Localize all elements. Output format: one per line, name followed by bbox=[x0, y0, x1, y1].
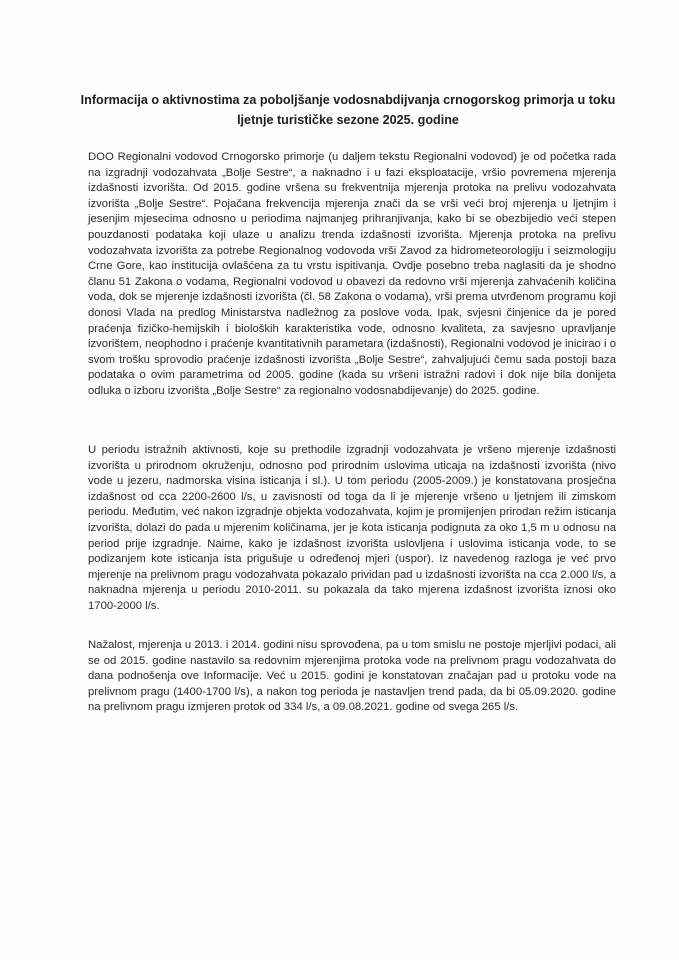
paragraph-measurements-history: DOO Regionalni vodovod Crnogorsko primorje (u daljem tekstu Regionalni vodovod) je od početka rada na izgradnji vodozahvata „Bolje Sestre“, a naknadno i u fazi eksploatacije, vršio povremena mjerenja izdašnosti izvorišta. Od 2015. godine vršena su frekventnija mjerenja protoka na prelivu vodozahvata izvorišta „Bolje Sestre“. Pojačana frekvencija mjerenja znači da se vrši veći broj mjerenja u ljetnjim i jesenjim mjesecima odnosno u periodima najmanjeg prihranjivanja, kako bi se obezbijedio veći stepen pouzdanosti podataka koji ulaze u analizu trenda izdašnosti izvorišta. Mjerenja protoka na prelivu vodozahvata izvorišta za potrebe Regionalnog vodovoda vrši Zavod za hidrometeorologiju i seizmologiju Crne Gore, kao institucija ovlašćena za tu vrstu ispitivanja. Ovdje posebno treba naglasiti da je shodno članu 51 Zakona o vodama, Regionalni vodovod u obavezi da redovno vrši mjerenja zahvaćenih količina voda, dok se mjerenje izdašnosti izvorišta (čl. 58 Zakona o vodama), vrši prema utvrđenom programu koji donosi Vlada na predlog Ministarstva nadležnog za poslove voda. Ipak, svjesni činjenice da je pored praćenja fizičko-hemijskih i bioloških karakteristika vode, odnosno kvaliteta, za savjesno upravljanje izvorištem, neophodno i praćenje kvantitativnih parametara (izdašnosti), Regionalni vodovod je inicirao i o svom trošku sprovodio praćenje izdašnosti izvorišta „Bolje Sestre“, zahvaljujući čemu sada postoji baza podataka o ovim parametrima od 2005. godine (kada su vršeni istražni radovi i dok nije bila donijeta odluka o izboru izvorišta „Bolje Sestre“ za regionalno vodosnabdijevanje) do 2025. godine. bbox=[88, 151, 616, 397]
paragraph-flow-decline: Nažalost, mjerenja u 2013. i 2014. godini nisu sprovođena, pa u tom smislu ne postoje mjerljivi podaci, ali se od 2015. godine nastavilo sa redovnim mjerenjima protoka vode na prelivnom pragu vodozahvata do dana podnošenja ove Informacije. Već u 2015. godini je konstatovan značajan pad u protoku vode na prelivnom pragu (1400-1700 l/s), a nakon tog perioda je nastavljen trend pada, da bi 05.09.2020. godine na prelivnom pragu izmjeren protok od 334 l/s, a 09.08.2021. godine od svega 265 l/s. bbox=[88, 639, 616, 714]
document-title: Informacija o aktivnostima za poboljšanje vodosnabdijvanja crnogorskog primorja u toku ljetnje turističke sezone 2025. godine bbox=[80, 93, 616, 127]
paragraph-exploration-period: U periodu istražnih aktivnosti, koje su prethodile izgradnji vodozahvata je vršeno mjerenje izdašnosti izvorišta u prirodnom okruženju, odnosno pod prirodnim uslovima uticaja na izdašnosti izvorišta (nivo vode u jezeru, nadmorska visina isticanja i sl.). U tom periodu (2005-2009.) je konstatovana prosječna izdašnost od cca 2200-2600 l/s, u zavisnosti od toga da li je mjerenje vršeno u ljetnjem ili zimskom periodu. Međutim, već nakon izgradnje objekta vodozahvata, kojim je promijenjen prirodan režim isticanja izvorišta, dolazi do pada u mjerenim količinama, jer je kota isticanja podignuta za oko 1,5 m u odnosu na period prije izgradnje. Naime, kako je izdašnost izvorišta uslovljena i uslovima isticanja vode, to se podizanjem kote isticanja ista prigušuje u određenoj mjeri (uspor). Iz navedenog razloga je već prvo mjerenje na prelivnom pragu vodozahvata pokazalo prividan pad u izdašnosti izvorišta na cca 2.000 l/s, a naknadna mjerenja u periodu 2010-2011. su pokazala da tako mjerena izdašnost izvorišta iznosi oko 1700-2000 l/s. bbox=[88, 444, 616, 612]
